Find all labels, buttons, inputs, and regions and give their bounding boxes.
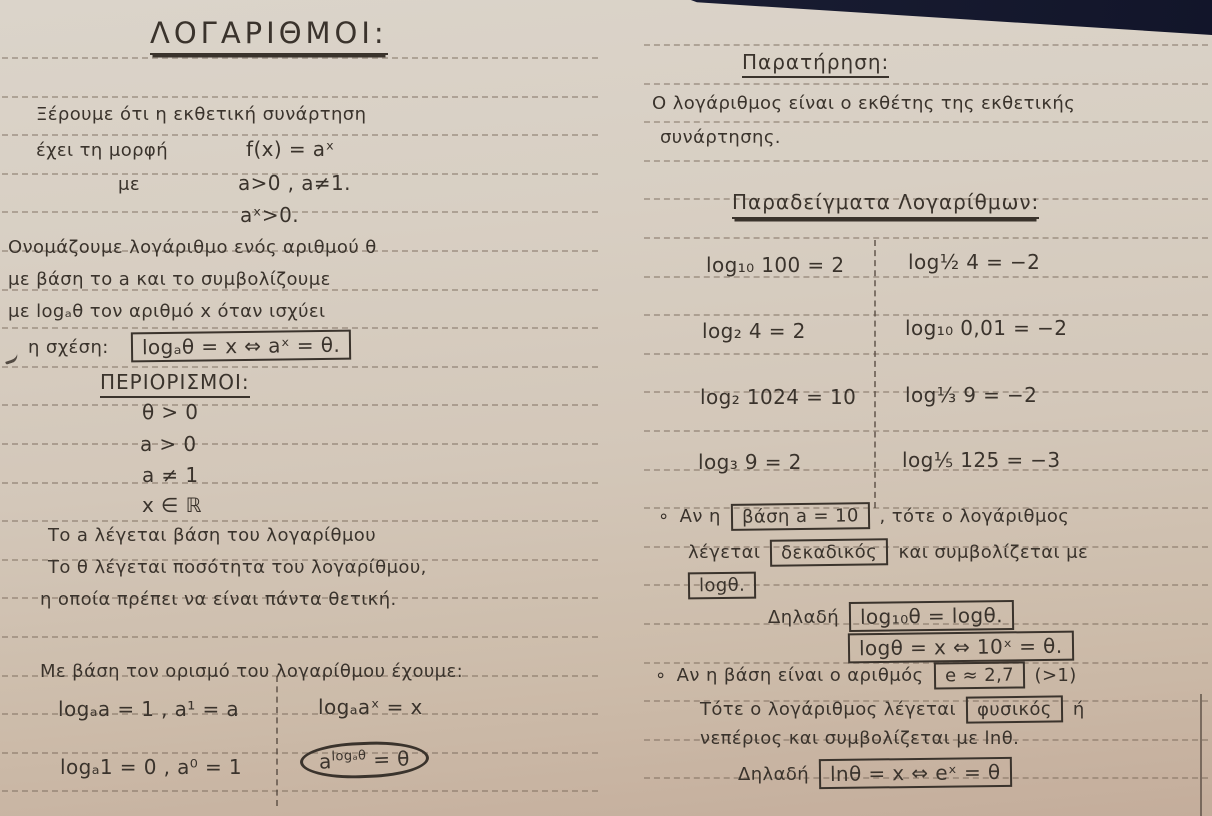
example-item: log₂ 4 = 2 <box>702 319 806 343</box>
decimal-note-line-4: Δηλαδή log₁₀θ = logθ. <box>768 601 1014 631</box>
properties-heading: Με βάση τον ορισμό του λογαρίθμου έχουμε: <box>40 661 464 682</box>
examples-divider <box>874 240 876 508</box>
intro-line-2-label: έχει τη μορφή <box>36 140 169 161</box>
property-formula-1: logₐa = 1 , a¹ = a <box>58 697 240 721</box>
definition-line-2: με βάση το a και το συμβολίζουμε <box>8 269 331 290</box>
rule-line <box>2 520 598 522</box>
rule-line <box>644 121 1208 123</box>
property-formula-3: logₐ1 = 0 , a⁰ = 1 <box>60 755 242 779</box>
page-title <box>150 16 388 50</box>
rule-line <box>644 237 1208 239</box>
exponential-formula: f(x) = aˣ <box>246 137 335 161</box>
rule-line <box>644 83 1208 85</box>
natural-note-line-2: Τότε ο λογάριθμος λέγεται φυσικός ή <box>700 696 1085 723</box>
natural-note-line-3: νεπέριος και συμβολίζεται με lnθ. <box>700 728 1020 749</box>
decimal-note-line-5 <box>848 632 1074 662</box>
rule-line <box>2 211 598 213</box>
positivity-formula: aˣ>0. <box>240 203 299 227</box>
rule-line <box>2 327 598 329</box>
naming-line-2: Το θ λέγεται ποσότητα του λογαρίθμου, <box>48 557 427 578</box>
naming-line-1: Το a λέγεται βάση του λογαρίθμου <box>48 525 377 546</box>
rule-line <box>2 443 598 445</box>
base-conditions-formula: a>0 , a≠1. <box>237 171 351 195</box>
restriction-item: a ≠ 1 <box>142 463 199 487</box>
property-formula-4 <box>300 742 429 778</box>
restriction-item: θ > 0 <box>142 400 199 424</box>
log10-equals-log-box: log₁₀θ = logθ. <box>849 600 1014 632</box>
log-definition-10-box: logθ = x ⇔ 10ˣ = θ. <box>848 631 1074 664</box>
intro-line-3 <box>118 171 351 195</box>
bullet-circle: ∘ <box>658 506 670 527</box>
examples-heading: Παραδείγματα Λογαρίθμων: <box>732 190 1039 214</box>
rule-line <box>644 44 1208 46</box>
bullet-circle: ∘ <box>655 665 667 686</box>
rule-line <box>2 57 598 59</box>
relation-label: η σχέση: <box>28 337 109 358</box>
rule-line <box>644 430 1208 432</box>
rule-line <box>644 160 1208 162</box>
rule-line <box>644 353 1208 355</box>
example-item: log½ 4 = −2 <box>908 250 1041 274</box>
intro-line-1: Ξέρουμε ότι η εκθετική συνάρτηση <box>36 104 367 125</box>
ln-definition-box: lnθ = x ⇔ eˣ = θ <box>819 757 1012 789</box>
remark-heading: Παρατήρηση: <box>742 50 889 74</box>
euler-number-box: e ≈ 2,7 <box>933 661 1024 689</box>
formula-divider <box>276 676 278 806</box>
restrictions-heading: ΠΕΡΙΟΡΙΣΜΟΙ: <box>100 370 250 394</box>
decimal-note-line-2: λέγεται δεκαδικός και συμβολίζεται με <box>688 539 1088 566</box>
restriction-item: x ∈ ℝ <box>142 493 202 517</box>
natural-note-line-1: ∘ Αν η βάση είναι ο αριθμός e ≈ 2,7 (>1) <box>655 662 1077 689</box>
property-formula-2: logₐaˣ = x <box>318 695 423 719</box>
example-item: log₂ 1024 = 10 <box>700 385 857 409</box>
definition-line-4 <box>28 331 351 361</box>
page-title-text: ΛΟΓΑΡΙΘΜΟΙ: <box>150 16 388 55</box>
log-theta-box: logθ. <box>688 572 757 600</box>
example-item: log⅕ 125 = −3 <box>902 448 1061 472</box>
natural-word-box: φυσικός <box>966 695 1063 723</box>
decimal-word-box: δεκαδικός <box>770 538 888 566</box>
rule-line <box>2 404 598 406</box>
example-item: log₃ 9 = 2 <box>698 450 802 474</box>
rule-line <box>2 134 598 136</box>
base-10-box: βάση a = 10 <box>731 502 870 531</box>
rule-line <box>2 790 598 792</box>
identity-oval: $a^{log_a\theta} = \theta$ <box>299 740 429 780</box>
remark-line-1: Ο λογάριθμος είναι ο εκθέτης της εκθετικής <box>652 93 1076 114</box>
restriction-item: a > 0 <box>140 432 197 456</box>
remark-line-2: συνάρτησης. <box>660 127 781 148</box>
rule-line <box>2 96 598 98</box>
naming-line-3: η οποία πρέπει να είναι πάντα θετική. <box>40 589 397 610</box>
margin-line <box>1200 694 1202 816</box>
decimal-note-line-3 <box>688 572 756 599</box>
stray-pen-mark <box>3 350 20 365</box>
definition-line-3: με logₐθ τον αριθμό x όταν ισχύει <box>8 301 326 322</box>
intro-line-2 <box>36 137 335 161</box>
rule-line <box>2 366 598 368</box>
natural-note-line-4: Δηλαδή lnθ = x ⇔ eˣ = θ <box>738 758 1012 788</box>
example-item: log⅓ 9 = −2 <box>905 383 1038 407</box>
decimal-note-line-1: ∘ Αν η βάση a = 10 , τότε ο λογάριθμος <box>658 503 1069 530</box>
rule-line <box>2 636 598 638</box>
intro-line-3-label: με <box>118 174 140 195</box>
example-item: log₁₀ 100 = 2 <box>706 253 845 277</box>
log-definition-box: logₐθ = x ⇔ aˣ = θ. <box>131 330 351 363</box>
example-item: log₁₀ 0,01 = −2 <box>905 316 1068 340</box>
rule-line <box>2 482 598 484</box>
definition-line-1: Ονομάζουμε λογάριθμο ενός αριθμού θ <box>8 237 377 258</box>
